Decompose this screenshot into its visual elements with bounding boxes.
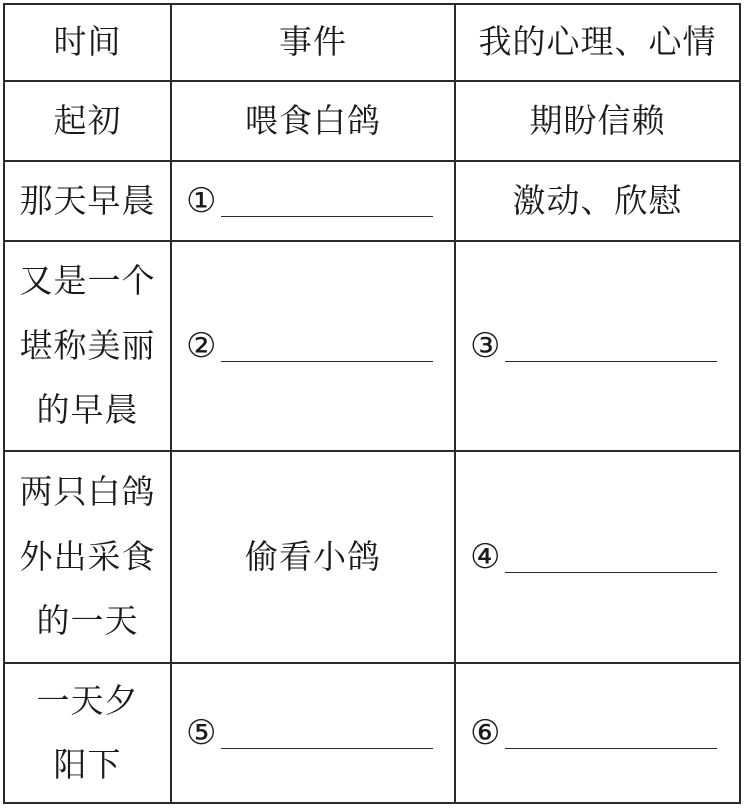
header-mood: 我的心理、心情 bbox=[455, 4, 740, 81]
event-cell: 偷看小鸽 bbox=[171, 451, 455, 663]
blank-number: ⑥ bbox=[470, 713, 502, 753]
time-cell bbox=[4, 81, 171, 161]
time-cell bbox=[4, 161, 171, 241]
event-blank-cell bbox=[171, 161, 455, 241]
table-header-row bbox=[4, 4, 740, 81]
time-cell bbox=[4, 241, 171, 451]
blank-number: ① bbox=[186, 181, 218, 221]
answer-blank[interactable] bbox=[221, 186, 433, 217]
header-event: 事件 bbox=[171, 4, 455, 81]
event-cell: 喂食白鸽 bbox=[171, 81, 455, 161]
event-blank-cell bbox=[171, 663, 455, 803]
blank-number: ③ bbox=[470, 326, 502, 366]
answer-blank[interactable] bbox=[221, 331, 433, 362]
table-row bbox=[4, 451, 740, 663]
mood-blank-cell bbox=[455, 663, 740, 803]
time-text: 又是一个堪称美丽的早晨 bbox=[19, 261, 156, 430]
table-row bbox=[4, 161, 740, 241]
table-row bbox=[4, 81, 740, 161]
table-row bbox=[4, 663, 740, 803]
blank-number: ⑤ bbox=[186, 713, 218, 753]
answer-blank[interactable] bbox=[505, 542, 717, 573]
mood-blank-cell bbox=[455, 241, 740, 451]
table-row bbox=[4, 241, 740, 451]
time-text: 那天早晨 bbox=[19, 180, 156, 220]
reading-chart-table bbox=[3, 3, 741, 804]
time-text: 一天夕阳下 bbox=[36, 680, 139, 784]
time-text: 两只白鸽外出采食的一天 bbox=[19, 472, 156, 641]
mood-cell: 期盼信赖 bbox=[455, 81, 740, 161]
time-cell bbox=[4, 451, 171, 663]
mood-cell: 激动、欣慰 bbox=[455, 161, 740, 241]
blank-number: ④ bbox=[470, 537, 502, 577]
blank-number: ② bbox=[186, 326, 218, 366]
time-cell bbox=[4, 663, 171, 803]
answer-blank[interactable] bbox=[505, 718, 717, 749]
header-time: 时间 bbox=[4, 4, 171, 81]
answer-blank[interactable] bbox=[505, 331, 717, 362]
answer-blank[interactable] bbox=[221, 718, 433, 749]
event-blank-cell bbox=[171, 241, 455, 451]
time-text: 起初 bbox=[53, 100, 122, 140]
mood-blank-cell bbox=[455, 451, 740, 663]
